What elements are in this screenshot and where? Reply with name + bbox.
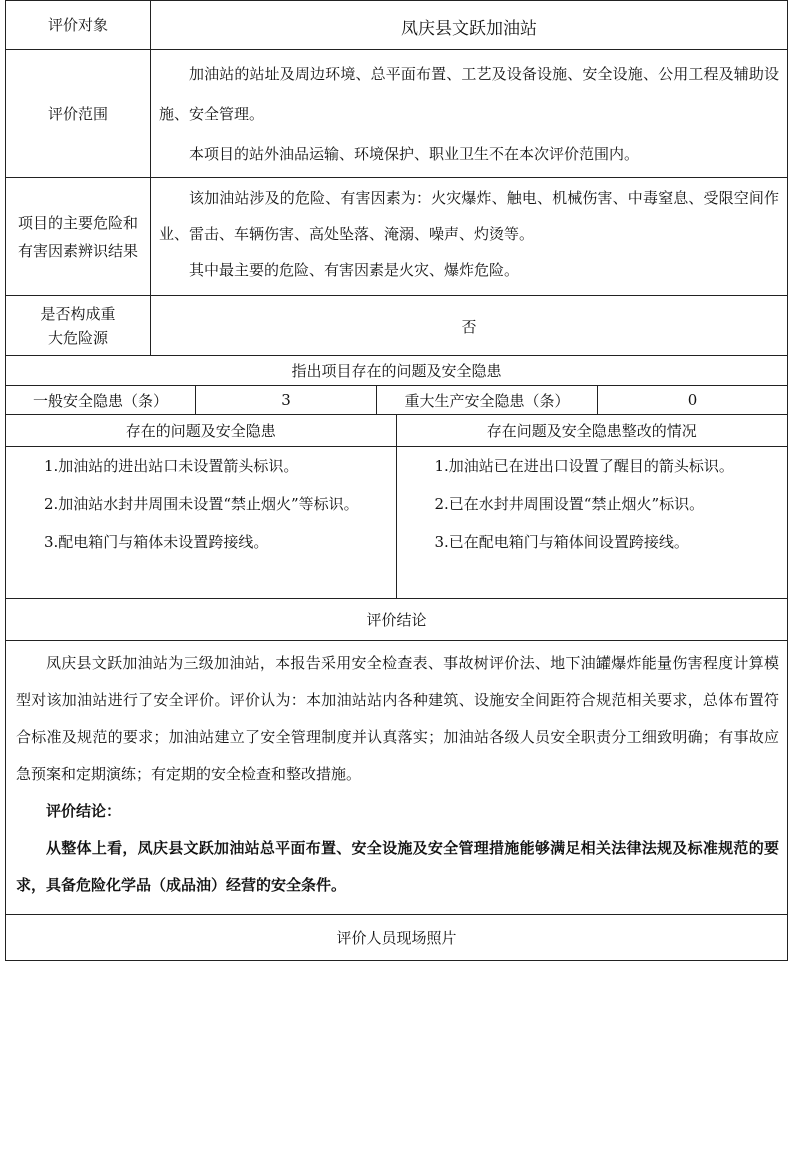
issues-content-row xyxy=(5,447,788,599)
scope-value xyxy=(151,50,787,177)
scope-paragraph: 本项目的站外油品运输、环境保护、职业卫生不在本次评价范围内。 xyxy=(189,145,640,163)
major-hazard-row xyxy=(5,296,788,356)
scope-paragraph: 加油站的站址及周边环境、总平面布置、工艺及设备设施、安全设施、公用工程及辅助设施、安全管理。 xyxy=(159,65,779,123)
issues-left-header: 存在的问题及安全隐患 xyxy=(6,415,397,446)
scope-row xyxy=(5,50,788,178)
hazards-paragraph: 该加油站涉及的危险、有害因素为：火灾爆炸、触电、机械伤害、中毒窒息、受限空间作业、雷击、车辆伤害、高处坠落、淹溺、噪声、灼烫等。 xyxy=(159,189,779,243)
object-value: 凤庆县文跃加油站 xyxy=(401,18,537,39)
issue-item: 3.配电箱门与箱体未设置跨接线。 xyxy=(44,533,269,551)
conclusion-body xyxy=(5,641,788,915)
major-hazard-label: 是否构成重大危险源 xyxy=(6,296,151,355)
issue-item: 1.加油站的进出站口未设置箭头标识。 xyxy=(44,457,299,475)
object-row xyxy=(5,0,788,50)
object-label: 评价对象 xyxy=(6,1,151,49)
major-hazard-count-value: 0 xyxy=(687,391,698,409)
issues-section-header: 指出项目存在的问题及安全隐患 xyxy=(5,356,788,386)
conclusion-bold-text: 从整体上看，凤庆县文跃加油站总平面布置、安全设施及安全管理措施能够满足相关法律法规及标准规范的要求，具备危险化学品（成品油）经营的安全条件。 xyxy=(16,839,779,894)
photos-header: 评价人员现场照片 xyxy=(5,915,788,961)
general-hazard-count-label: 一般安全隐患（条） xyxy=(6,386,196,414)
rectification-list xyxy=(397,447,788,598)
rectification-item: 1.加油站已在进出口设置了醒目的箭头标识。 xyxy=(434,457,734,475)
major-hazard-count-label: 重大生产安全隐患（条） xyxy=(377,386,598,414)
issues-columns-header-row xyxy=(5,415,788,447)
issue-item: 2.加油站水封井周围未设置“禁止烟火”等标识。 xyxy=(44,495,359,513)
rectification-item: 3.已在配电箱门与箱体间设置跨接线。 xyxy=(434,533,689,551)
hazard-counts-row xyxy=(5,386,788,415)
conclusion-bold-label: 评价结论： xyxy=(46,802,122,820)
hazards-value xyxy=(151,178,787,295)
hazards-label: 项目的主要危险和有害因素辨识结果 xyxy=(6,178,151,295)
major-hazard-value: 否 xyxy=(461,318,477,336)
issues-list xyxy=(6,447,397,598)
conclusion-header: 评价结论 xyxy=(5,599,788,641)
rectification-item: 2.已在水封井周围设置“禁止烟火”标识。 xyxy=(434,495,705,513)
conclusion-paragraph: 凤庆县文跃加油站为三级加油站，本报告采用安全检查表、事故树评价法、地下油罐爆炸能量伤害程度计算模型对该加油站进行了安全评价。评价认为：本加油站站内各种建筑、设施安全间距符合规范相关要求，总体布置符合标准及规范的要求；加油站建立了安全管理制度并认真落实；加油站各级人员安全职责分工细致明确；有事故应急预案和定期演练；有定期的安全检查和整改措施。 xyxy=(16,654,779,783)
issues-right-header: 存在问题及安全隐患整改的情况 xyxy=(486,422,697,440)
hazards-paragraph: 其中最主要的危险、有害因素是火灾、爆炸危险。 xyxy=(189,261,520,279)
evaluation-summary-table xyxy=(5,0,788,961)
scope-label: 评价范围 xyxy=(6,50,151,177)
general-hazard-count-value: 3 xyxy=(196,386,377,414)
hazards-row xyxy=(5,178,788,296)
